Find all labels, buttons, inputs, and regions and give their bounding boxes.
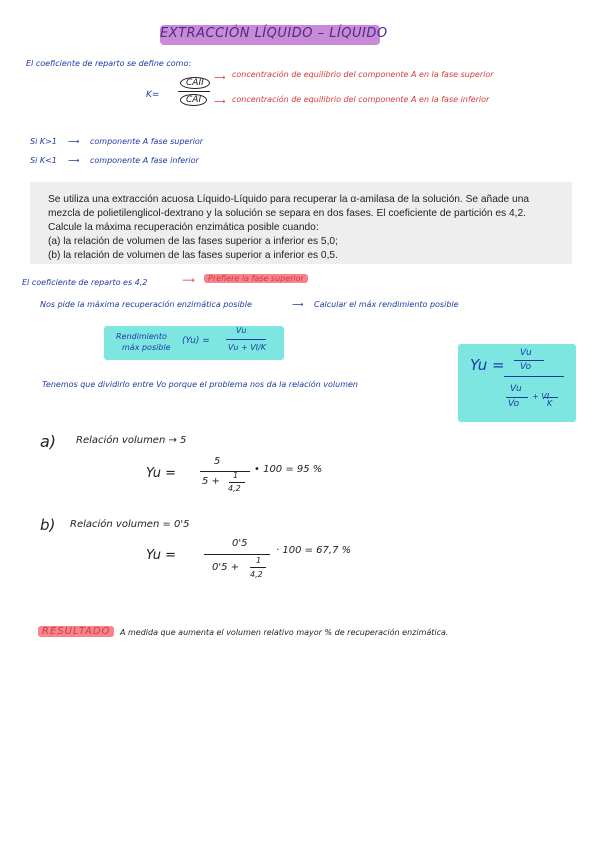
arrow-rule2-icon: ⟶ (68, 156, 80, 165)
divide-explanation: Tenemos que dividirlo entre Vo porque el problema nos da la relación volumen (42, 380, 358, 389)
intro-text: El coeficiente de reparto se define como: (26, 59, 192, 68)
part-b-den-frac-num: 1 (256, 556, 262, 565)
arrow-top-icon: ⟶ (214, 73, 226, 82)
page-title: EXTRACCIÓN LÍQUIDO – LÍQUIDO (160, 26, 388, 41)
prefers-upper-tag: Prefiere la fase superior (204, 274, 308, 283)
part-a-den-frac-bar (229, 482, 245, 483)
note-bottom: concentración de equilibrio del componente A en la fase inferior (232, 95, 490, 104)
yield-label-1: Rendimiento (116, 332, 167, 341)
part-b-yu: Yu = (146, 548, 177, 563)
part-b-bar (204, 554, 270, 555)
part-a-result: • 100 = 95 % (254, 464, 323, 475)
f2-den-c: + VI (532, 392, 550, 401)
f2-main-bar (504, 376, 564, 377)
f1-denominator: Vu + VI/K (228, 343, 266, 352)
f2-num-top: Vu (520, 348, 532, 358)
f2-den-bar-2 (544, 397, 558, 398)
k-numerator: CAII (180, 78, 210, 88)
arrow-rule1-icon: ⟶ (68, 137, 80, 146)
part-a-num: 5 (214, 456, 221, 467)
problem-line: (a) la relación de volumen de las fases superior a inferior es 5,0; (48, 236, 338, 247)
rule2-result: componente A fase inferior (90, 156, 199, 165)
part-b-den-frac-bar (250, 567, 266, 568)
part-a-text: Relación volumen → 5 (76, 435, 187, 446)
f2-den-a: Vu (510, 384, 522, 394)
part-a-den-frac-den: 4,2 (228, 484, 241, 493)
part-a-den-frac-num: 1 (233, 471, 239, 480)
part-b-den: 0'5 + (212, 562, 240, 573)
k-fraction-bar (178, 91, 210, 92)
rule2-condition: Si K<1 (30, 156, 57, 165)
f2-den-b: Vo (508, 399, 520, 409)
k-denominator: CAI (180, 95, 207, 105)
f2-num-bar (514, 360, 544, 361)
arrow-bottom-icon: ⟶ (214, 97, 226, 106)
problem-line: mezcla de polietilenglicol-dextrano y la solución se separa en dos fases. El coeficiente de partición es 4,2. (48, 208, 526, 219)
f1-numerator: Vu (236, 326, 247, 335)
part-a-bar (200, 471, 250, 472)
yu-big-symbol: Yu = (470, 356, 505, 374)
part-a-label: a) (40, 432, 57, 451)
problem-line: Calcule la máxima recuperación enzimática posible cuando: (48, 222, 319, 233)
result-text: A medida que aumenta el volumen relativo mayor % de recuperación enzimática. (120, 628, 449, 637)
coefficient-text: El coeficiente de reparto es 4,2 (22, 278, 148, 287)
ask-text: Nos pide la máxima recuperación enzimática posible (40, 300, 252, 309)
f1-bar (226, 339, 266, 340)
rule1-result: componente A fase superior (90, 137, 204, 146)
problem-line: (b) la relación de volumen de las fases superior a inferior es 0,5. (48, 250, 338, 261)
f2-num-bottom: Vo (520, 362, 532, 372)
yield-symbol: (Yu) = (182, 336, 210, 346)
part-b-label: b) (40, 516, 56, 534)
part-b-text: Relación volumen = 0'5 (70, 519, 190, 530)
arrow-coef-icon: ⟶ (182, 276, 195, 286)
yield-label-2: máx posible (122, 343, 171, 352)
f2-den-d: K (547, 399, 553, 408)
note-top: concentración de equilibrio del componente A en la fase superior (232, 70, 494, 79)
part-b-num: 0'5 (232, 538, 248, 549)
f2-den-bar-1 (506, 397, 528, 398)
part-b-den-frac-den: 4,2 (250, 570, 263, 579)
arrow-ask-icon: ⟶ (292, 300, 304, 309)
k-label: K= (146, 90, 160, 100)
rule1-condition: Si K>1 (30, 137, 57, 146)
ask-result: Calcular el máx rendimiento posible (314, 300, 459, 309)
part-a-den: 5 + (202, 476, 220, 487)
part-b-result: · 100 = 67,7 % (276, 545, 352, 556)
part-a-yu: Yu = (146, 466, 177, 481)
problem-line: Se utiliza una extracción acuosa Líquido-Líquido para recuperar la α-amilasa de la solución. Se añade una (48, 194, 530, 205)
result-tag: RESULTADO (38, 626, 114, 637)
